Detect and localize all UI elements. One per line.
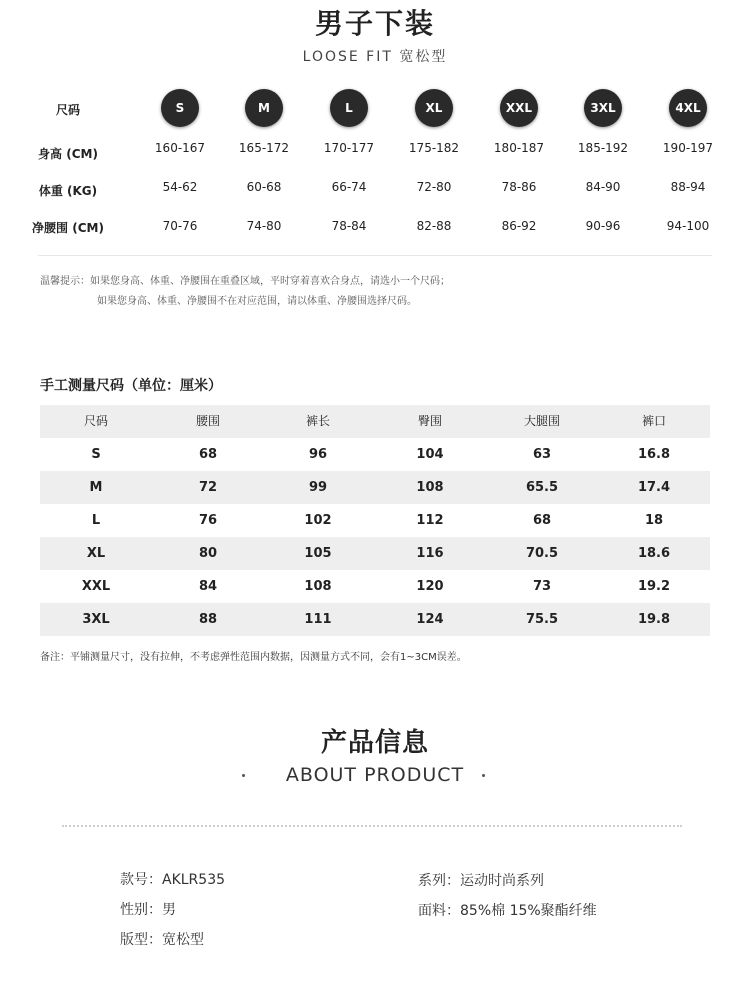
table-header-cell: 大腿围 [523,414,560,428]
table-cell: 19.2 [637,579,671,594]
page-title: 男子下装 [314,7,435,40]
table-row [40,603,710,636]
table-row [40,438,710,471]
waist-cell: 78-84 [331,219,367,233]
table-cell: 68 [532,513,552,528]
table-cell: 63 [532,447,552,462]
height-cell: 190-197 [662,141,714,155]
table-row [40,504,710,537]
table-header-cell: 裤口 [641,414,666,428]
table-cell: 16.8 [637,447,671,462]
table-row [40,471,710,504]
size-badge: XXL [500,89,538,127]
table-cell: 18.6 [637,546,671,561]
product-info-subtitle: ABOUT PRODUCT [285,764,465,786]
table-cell: 124 [416,612,444,627]
table-cell: 116 [416,546,444,561]
table-cell: 84 [198,579,218,594]
table-cell: 73 [532,579,552,594]
table-row [40,570,710,603]
weight-cell: 66-74 [331,180,367,194]
weight-cell: 72-80 [416,180,452,194]
waist-cell: 86-92 [501,219,537,233]
table-cell: 17.4 [637,480,671,495]
size-badge: S [161,89,199,127]
waist-cell: 74-80 [246,219,282,233]
table-cell: XL [86,546,106,561]
size-badge: M [245,89,283,127]
table-header-cell: 裤长 [305,414,330,428]
waist-cell: 94-100 [666,219,710,233]
info-gender: 性别：男 [120,902,176,918]
product-info-title: 产品信息 [320,728,429,758]
table-cell: 3XL [82,612,110,627]
weight-cell: 78-86 [501,180,537,194]
row-label-waist: 净腰围 (CM) [32,221,104,235]
size-badge: 3XL [584,89,622,127]
height-cell: 180-187 [493,141,545,155]
table-cell: 99 [308,480,328,495]
table-header-cell: 臀围 [417,414,442,428]
row-label-weight: 体重 (KG) [38,184,98,198]
table-cell: 76 [198,513,218,528]
table-header-cell: 腰围 [195,414,220,428]
measure-note: 备注：平铺测量尺寸，没有拉伸，不考虑弹性范围内数据，因测量方式不同，会有1~3CM误差。 [40,652,467,663]
info-style-no: 款号：AKLR535 [120,872,226,888]
table-cell: M [89,480,103,495]
table-cell: XXL [81,579,111,594]
height-cell: 170-177 [323,141,375,155]
table-cell: 96 [308,447,328,462]
table-row [40,537,710,570]
waist-cell: 82-88 [416,219,452,233]
table-cell: 19.8 [637,612,671,627]
divider [38,255,712,256]
table-cell: 75.5 [525,612,559,627]
dotted-divider [62,825,682,827]
table-header-cell: 尺码 [83,414,108,428]
table-cell: 104 [416,447,444,462]
table-cell: 80 [198,546,218,561]
table-cell: 18 [644,513,664,528]
table-cell: 112 [416,513,444,528]
page-subtitle: LOOSE FIT 宽松型 [302,49,448,65]
info-series: 系列：运动时尚系列 [418,873,544,889]
height-cell: 185-192 [577,141,629,155]
table-header-row [40,405,710,438]
weight-cell: 54-62 [162,180,198,194]
table-cell: 102 [304,513,332,528]
table-cell: S [91,447,101,462]
row-label-height: 身高 (CM) [38,147,98,161]
row-label-size: 尺码 [55,103,80,117]
info-fit: 版型：宽松型 [120,932,204,948]
waist-cell: 70-76 [162,219,198,233]
measure-table-title: 手工测量尺码（单位：厘米） [40,378,222,394]
table-cell: 120 [416,579,444,594]
table-cell: 72 [198,480,218,495]
size-badge: XL [415,89,453,127]
table-cell: 70.5 [525,546,559,561]
weight-cell: 84-90 [585,180,621,194]
size-badge: L [330,89,368,127]
table-cell: 108 [416,480,444,495]
decor-dot-right [482,774,485,777]
table-cell: 88 [198,612,218,627]
size-badge: 4XL [669,89,707,127]
measure-table [40,405,710,636]
table-cell: 111 [304,612,332,627]
table-cell: 68 [198,447,218,462]
height-cell: 175-182 [408,141,460,155]
table-cell: 108 [304,579,332,594]
table-cell: 105 [304,546,332,561]
tip-line-2: 如果您身高、体重、净腰围不在对应范围，请以体重、净腰围选择尺码。 [97,296,417,307]
height-cell: 160-167 [154,141,206,155]
weight-cell: 88-94 [670,180,706,194]
height-cell: 165-172 [238,141,290,155]
table-cell: L [91,513,101,528]
weight-cell: 60-68 [246,180,282,194]
info-fabric: 面料：85%棉 15%聚酯纤维 [418,903,597,919]
table-cell: 65.5 [525,480,559,495]
tip-line-1: 温馨提示：如果您身高、体重、净腰围在重叠区域，平时穿着喜欢合身点，请选小一个尺码； [40,276,450,287]
waist-cell: 90-96 [585,219,621,233]
